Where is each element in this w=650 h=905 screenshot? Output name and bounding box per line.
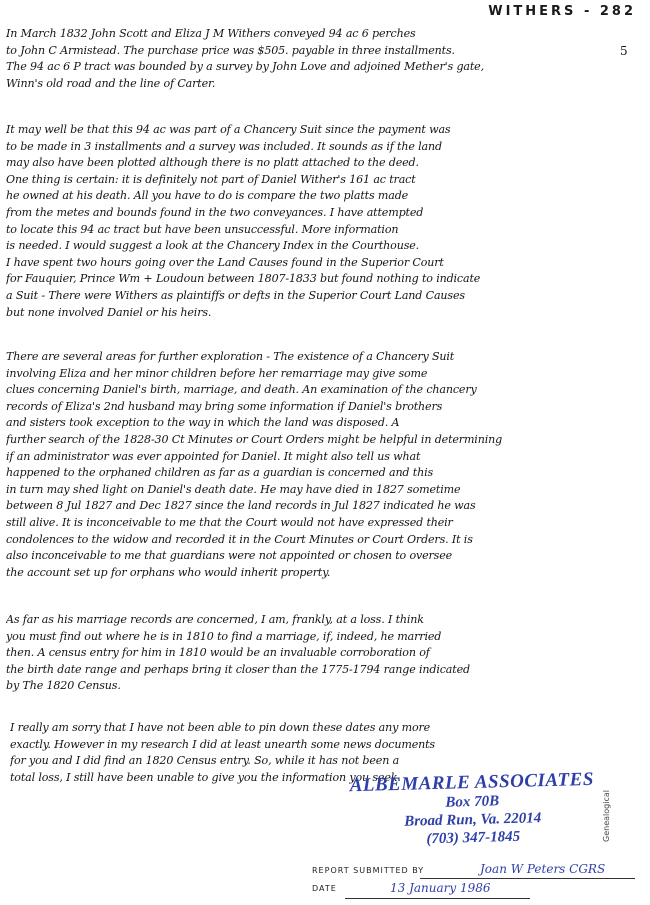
text-line: if an administrator was ever appointed for Daniel. It might also tell us what [6,449,421,463]
page-reference: WITHERS - 282 [488,4,636,19]
signature-underline [420,878,635,879]
text-line: As far as his marriage records are concerned, I am, frankly, at a loss. I think [6,613,424,626]
paragraph-conveyance [6,26,636,92]
text-line: between 8 Jul 1827 and Dec 1827 since the land records in Jul 1827 indicated he was [6,499,476,513]
date-label: DATE [312,884,337,893]
text-line: In March 1832 John Scott and Eliza J M Withers conveyed 94 ac 6 perches [6,27,416,40]
date-value: 13 January 1986 [390,881,491,895]
text-line: One thing is certain: it is definitely not part of Daniel Wither's 161 ac tract [6,172,416,186]
stamp-side-text: Genealogical [602,790,611,842]
text-line: exactly. However in my research I did at least unearth some news documents [10,737,435,751]
text-line: by The 1820 Census. [6,679,121,693]
text-line: then. A census entry for him in 1810 would be an invaluable corroboration of [6,646,430,660]
text-line: further search of the 1828-30 Ct Minutes or Court Orders might be helpful in determining [6,432,503,446]
text-line: for Fauquier, Prince Wm + Loudoun between 1807-1833 but found nothing to indicate [6,272,481,286]
paragraph-further-exploration [6,349,636,581]
text-line: the account set up for orphans who would inherit property. [6,565,331,579]
stamp-box: Box 70B [445,793,500,811]
text-line: from the metes and bounds found in the two conveyances. I have attempted [6,205,424,219]
stamp-phone: (703) 347-1845 [426,828,521,848]
text-line: condolences to the widow and recorded it in the Court Minutes or Court Orders. It is [6,532,473,546]
text-line: he owned at his death. All you have to do is compare the two platts made [6,189,409,203]
text-line: I really am sorry that I have not been able to pin down these dates any more [10,721,431,734]
text-line: The 94 ac 6 P tract was bounded by a survey by John Love and adjoined Mether's gate, [6,60,484,74]
signature-value: Joan W Peters CGRS [480,862,606,876]
text-line: Winn's old road and the line of Carter. [6,76,216,90]
date-underline [345,898,530,899]
text-line: I have spent two hours going over the Land Causes found in the Superior Court [6,255,444,269]
text-line: for you and I did find an 1820 Census entry. So, while it has not been a [10,754,400,768]
stamp-company-name: ALBEMARLE ASSOCIATES [349,768,595,797]
company-stamp [349,769,596,850]
stamp-city: Broad Run, Va. 22014 [404,810,542,830]
text-line: still alive. It is inconceivable to me that the Court would not have expressed their [6,515,453,529]
text-line: to John C Armistead. The purchase price was $505. payable in three installments. [6,43,455,57]
text-line: to locate this 94 ac tract but have been unsuccessful. More information [6,222,399,236]
text-line: involving Eliza and her minor children before her remarriage may give some [6,366,428,380]
text-line: but none involved Daniel or his heirs. [6,305,212,319]
text-line: is needed. I would suggest a look at the Chancery Index in the Courthouse. [6,239,420,253]
text-line: and sisters took exception to the way in which the land was disposed. A [6,416,400,430]
text-line: also inconceivable to me that guardians were not appointed or chosen to oversee [6,549,453,563]
text-line: clues concerning Daniel's birth, marriage, and death. An examination of the chancery [6,383,477,397]
text-line: a Suit - There were Withers as plaintiffs or defts in the Superior Court Land Causes [6,288,465,302]
text-line: you must find out where he is in 1810 to find a marriage, if, indeed, he married [6,629,442,643]
text-line: It may well be that this 94 ac was part of a Chancery Suit since the payment was [6,123,451,136]
paragraph-marriage-records [6,612,636,695]
text-line: to be made in 3 installments and a survey was included. It sounds as if the land [6,139,442,153]
text-line: happened to the orphaned children as far as a guardian is concerned and this [6,466,434,480]
margin-mark: 5 [620,44,628,58]
text-line: There are several areas for further exploration - The existence of a Chancery Suit [6,350,455,363]
text-line: may also have been plotted although there is no platt attached to the deed. [6,156,419,170]
text-line: the birth date range and perhaps bring it closer than the 1775-1794 range indicated [6,662,470,676]
text-line: records of Eliza's 2nd husband may bring some information if Daniel's brothers [6,399,443,413]
paragraph-chancery-suit [6,122,636,321]
submitted-by-label: REPORT SUBMITTED BY [312,866,425,875]
text-line: total loss, I still have been unable to give you the information you seek. [10,770,401,784]
text-line: in turn may shed light on Daniel's death date. He may have died in 1827 sometime [6,482,461,496]
